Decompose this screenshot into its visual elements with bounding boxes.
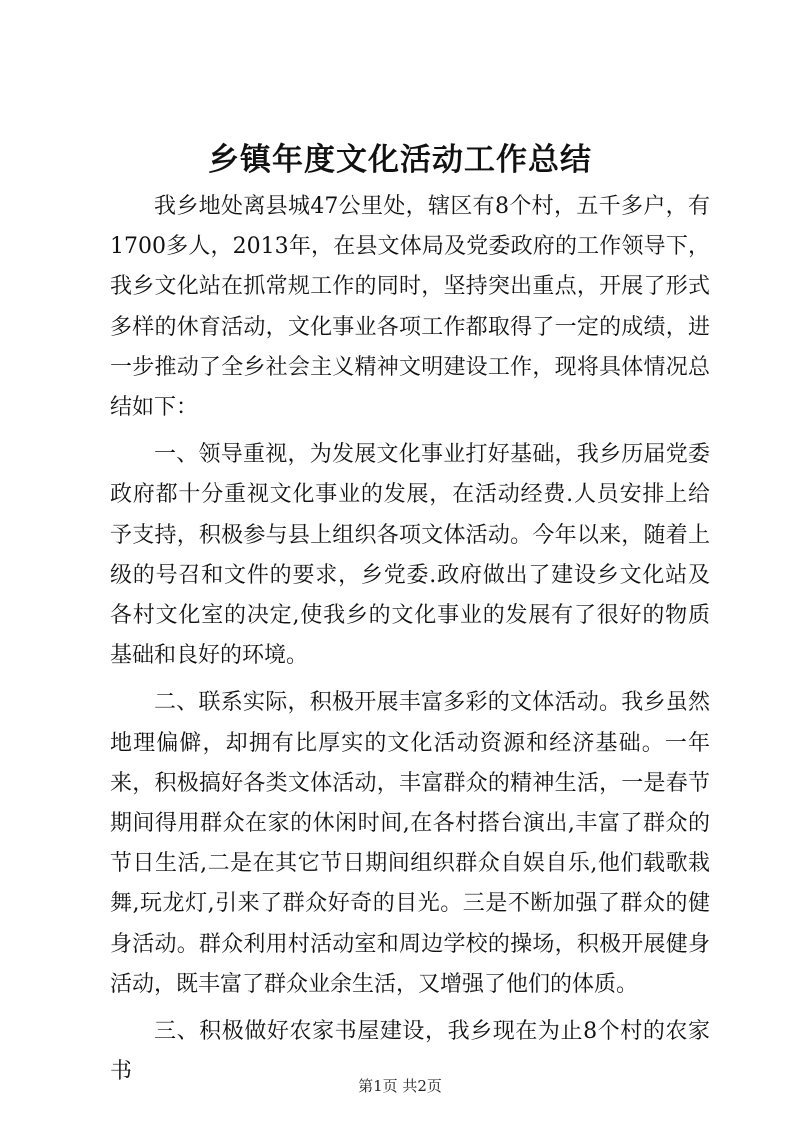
page-footer: 第1页 共2页 xyxy=(358,1077,442,1095)
paragraph-intro: 我乡地处离县城47公里处，辖区有8个村，五千多户，有1700多人，2013年，在县文体局及党委政府的工作领导下，我乡文化站在抓常规工作的同时，坚持突出重点，开展了形式多样的休育活动，文化事业各项工作都取得了一定的成绩，进一步推动了全乡社会主义精神文明建设工作，现将具体情况总结如下： xyxy=(110,194,710,421)
document-title: 乡镇年度文化活动工作总结 xyxy=(208,142,592,178)
document-body xyxy=(110,187,710,1092)
paragraph-section-3: 三、积极做好农家书屋建设，我乡现在为止8个村的农家书 xyxy=(110,1019,710,1085)
paragraph-section-2: 二、联系实际，积极开展丰富多彩的文体活动。我乡虽然地理偏僻，却拥有比厚实的文化活动资源和经济基础。一年来，积极搞好各类文体活动，丰富群众的精神生活，一是春节期间得用群众在家的休闲时间,在各村搭台演出,丰富了群众的节日生活,二是在其它节日期间组织群众自娱自乐,他们载歌栽舞,玩龙灯,引来了群众好奇的目光。三是不断加强了群众的健身活动。群众利用村活动室和周边学校的操场，积极开展健身活动，既丰富了群众业余生活，又增强了他们的体质。 xyxy=(110,690,710,997)
paragraph-section-1: 一、领导重视，为发展文化事业打好基础，我乡历届党委政府都十分重视文化事业的发展，在活动经费.人员安排上给予支持，积极参与县上组织各项文体活动。今年以来，随着上级的号召和文件的要求，乡党委.政府做出了建设乡文化站及各村文化室的决定,使我乡的文化事业的发展有了很好的物质基础和良好的环境。 xyxy=(110,442,710,669)
